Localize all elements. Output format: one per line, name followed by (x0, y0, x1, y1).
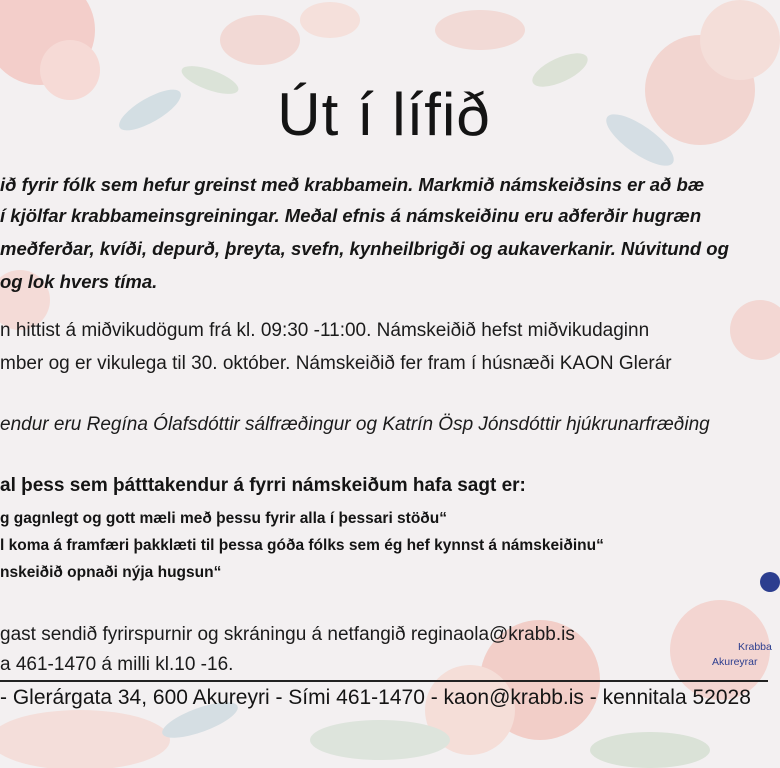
logo-text-line-2: Akureyrar (712, 656, 758, 668)
logo-text-line-1: Krabba (738, 641, 772, 653)
quote-item: l koma á framfæri þakklæti til þessa góða fólks sem ég hef kynnst á námskeiðinu“ (0, 537, 604, 554)
contact-line-2: a 461-1470 á milli kl.10 -16. (0, 654, 234, 675)
intro-line-2: í kjölfar krabbameinsgreiningar. Meðal efnis á námskeiðinu eru aðferðir hugræn (0, 205, 702, 226)
footer-text: - Glerárgata 34, 600 Akureyri - Sími 461-1470 - kaon@krabb.is - kennitala 52028 (0, 686, 751, 709)
info-line-2: mber og er vikulega til 30. október. Námskeiðið fer fram í húsnæði KAON Glerár (0, 353, 672, 374)
quote-item: nskeiðið opnaði nýja hugsun“ (0, 564, 222, 581)
contact-line-1: gast sendið fyrirspurnir og skráningu á netfangið reginaola@krabb.is (0, 624, 575, 645)
footer-divider (0, 680, 768, 682)
logo-icon (760, 572, 780, 592)
intro-line-1: ið fyrir fólk sem hefur greinst með krabbamein. Markmið námskeiðsins er að bæ (0, 174, 705, 195)
page-title: Út í lífið (277, 81, 491, 148)
quotes-heading: al þess sem þátttakendur á fyrri námskeiðum hafa sagt er: (0, 475, 526, 496)
teachers-line: endur eru Regína Ólafsdóttir sálfræðingur og Katrín Ösp Jónsdóttir hjúkrunarfræðing (0, 414, 710, 435)
intro-line-4: og lok hvers tíma. (0, 271, 158, 292)
quote-item: g gagnlegt og gott mæli með þessu fyrir alla í þessari stöðu“ (0, 510, 447, 527)
intro-line-3: meðferðar, kvíði, depurð, þreyta, svefn, kynheilbrigði og aukaverkanir. Núvitund og (0, 238, 729, 259)
info-line-1: n hittist á miðvikudögum frá kl. 09:30 -11:00. Námskeiðið hefst miðvikudaginn (0, 320, 650, 341)
